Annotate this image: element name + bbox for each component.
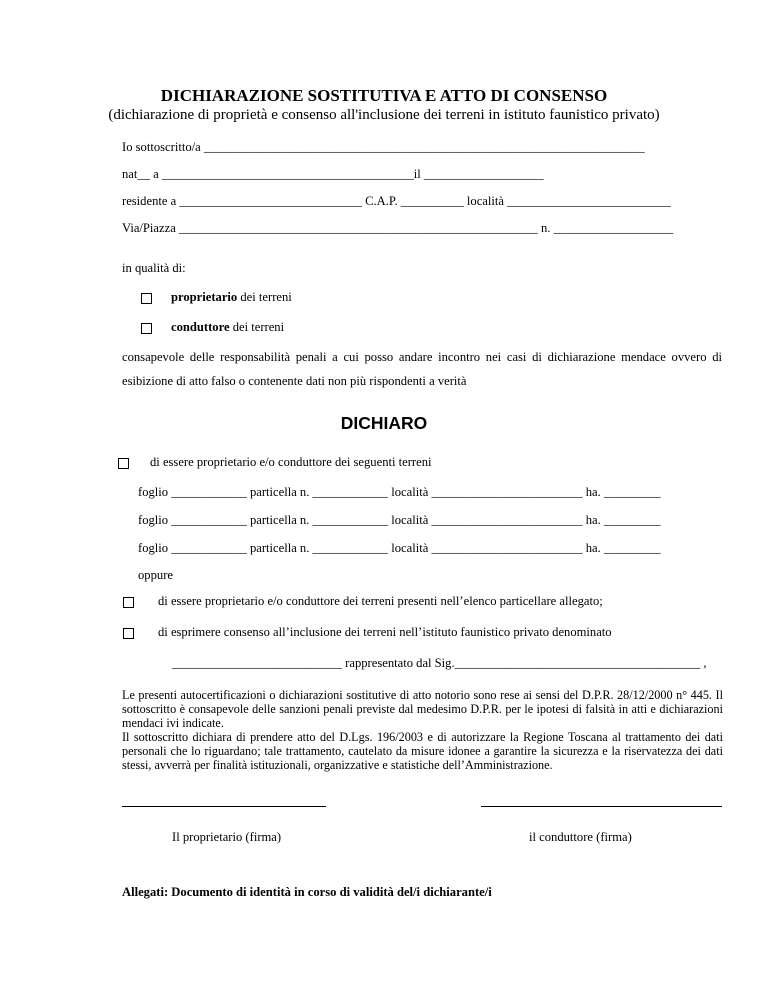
checkbox-elenco-particellare[interactable] xyxy=(123,597,134,608)
foglio-row-3[interactable]: foglio ____________ particella n. ____________ località ________________________ ha. _________ xyxy=(138,541,661,555)
foglio-row-2[interactable]: foglio ____________ particella n. ____________ località ________________________ ha. _________ xyxy=(138,513,661,527)
qualita-label: in qualità di: xyxy=(122,261,186,275)
field-nato[interactable]: nat__ a ________________________________________il ___________________ xyxy=(122,167,544,181)
dichiaro-option-consenso: di esprimere consenso all’inclusione dei terreni nell’istituto faunistico privato denominato xyxy=(158,625,612,639)
consapevole-paragraph: consapevole delle responsabilità penali a cui posso andare incontro nei casi di dichiarazione mendace ovvero di esibizione di atto falso o contenente dati non più rispondenti a verità xyxy=(122,350,722,388)
signature-label-conduttore: il conduttore (firma) xyxy=(529,830,632,844)
allegati-note: Allegati: Documento di identità in corso di validità del/i dichiarante/i xyxy=(122,885,492,899)
legal-paragraph-2: Il sottoscritto dichiara di prendere atto del D.Lgs. 196/2003 e di autorizzare la Regione Toscana al trattamento dei dati personali che lo riguardano; tale trattamento, cautelato da misure idonee a garantire la sicurezza e la riservatezza dei dati stessi, avverrà per finalità istituzionali, organizzative e statistiche dell’Amministrazione. xyxy=(122,730,723,772)
oppure-label: oppure xyxy=(138,568,173,582)
checkbox-dichiaro-terreni[interactable] xyxy=(118,458,129,469)
dichiaro-option-terreni: di essere proprietario e/o conduttore dei seguenti terreni xyxy=(150,455,432,469)
signature-label-proprietario: Il proprietario (firma) xyxy=(172,830,282,844)
field-sottoscritto[interactable]: Io sottoscritto/a ______________________________________________________________________ xyxy=(122,140,645,154)
legal-paragraph-1: Le presenti autocertificazioni o dichiarazioni sostitutive di atto notorio sono rese ai sensi del D.P.R. 28/12/2000 n° 445. Il sottoscritto è consapevole delle sanzioni penali previste dal medesimo D.P.R. per le ipotesi di falsità in atti e dichiarazioni mendaci ivi indicate. xyxy=(122,688,723,730)
document-subtitle: (dichiarazione di proprietà e consenso all'inclusione dei terreni in istituto faunistico privato) xyxy=(108,107,660,123)
dichiaro-option-elenco: di essere proprietario e/o conduttore dei terreni presenti nell’elenco particellare allegato; xyxy=(158,594,603,608)
signature-line-proprietario[interactable] xyxy=(122,806,326,807)
signature-line-conduttore[interactable] xyxy=(481,806,722,807)
checkbox-conduttore[interactable] xyxy=(141,323,152,334)
field-via[interactable]: Via/Piazza _________________________________________________________ n. ___________________ xyxy=(122,221,674,235)
field-residente[interactable]: residente a _____________________________ C.A.P. __________ località __________________________ xyxy=(122,194,671,208)
field-rappresentato[interactable]: ___________________________ rappresentato dal Sig._______________________________________ , xyxy=(172,656,707,670)
option-conduttore: conduttore dei terreni xyxy=(171,320,285,334)
dichiaro-heading: DICHIARO xyxy=(340,413,428,433)
option-proprietario: proprietario dei terreni xyxy=(171,290,292,304)
document-title: DICHIARAZIONE SOSTITUTIVA E ATTO DI CONSENSO xyxy=(160,86,608,105)
foglio-row-1[interactable]: foglio ____________ particella n. ____________ località ________________________ ha. _________ xyxy=(138,485,661,499)
checkbox-proprietario[interactable] xyxy=(141,293,152,304)
checkbox-consenso[interactable] xyxy=(123,628,134,639)
